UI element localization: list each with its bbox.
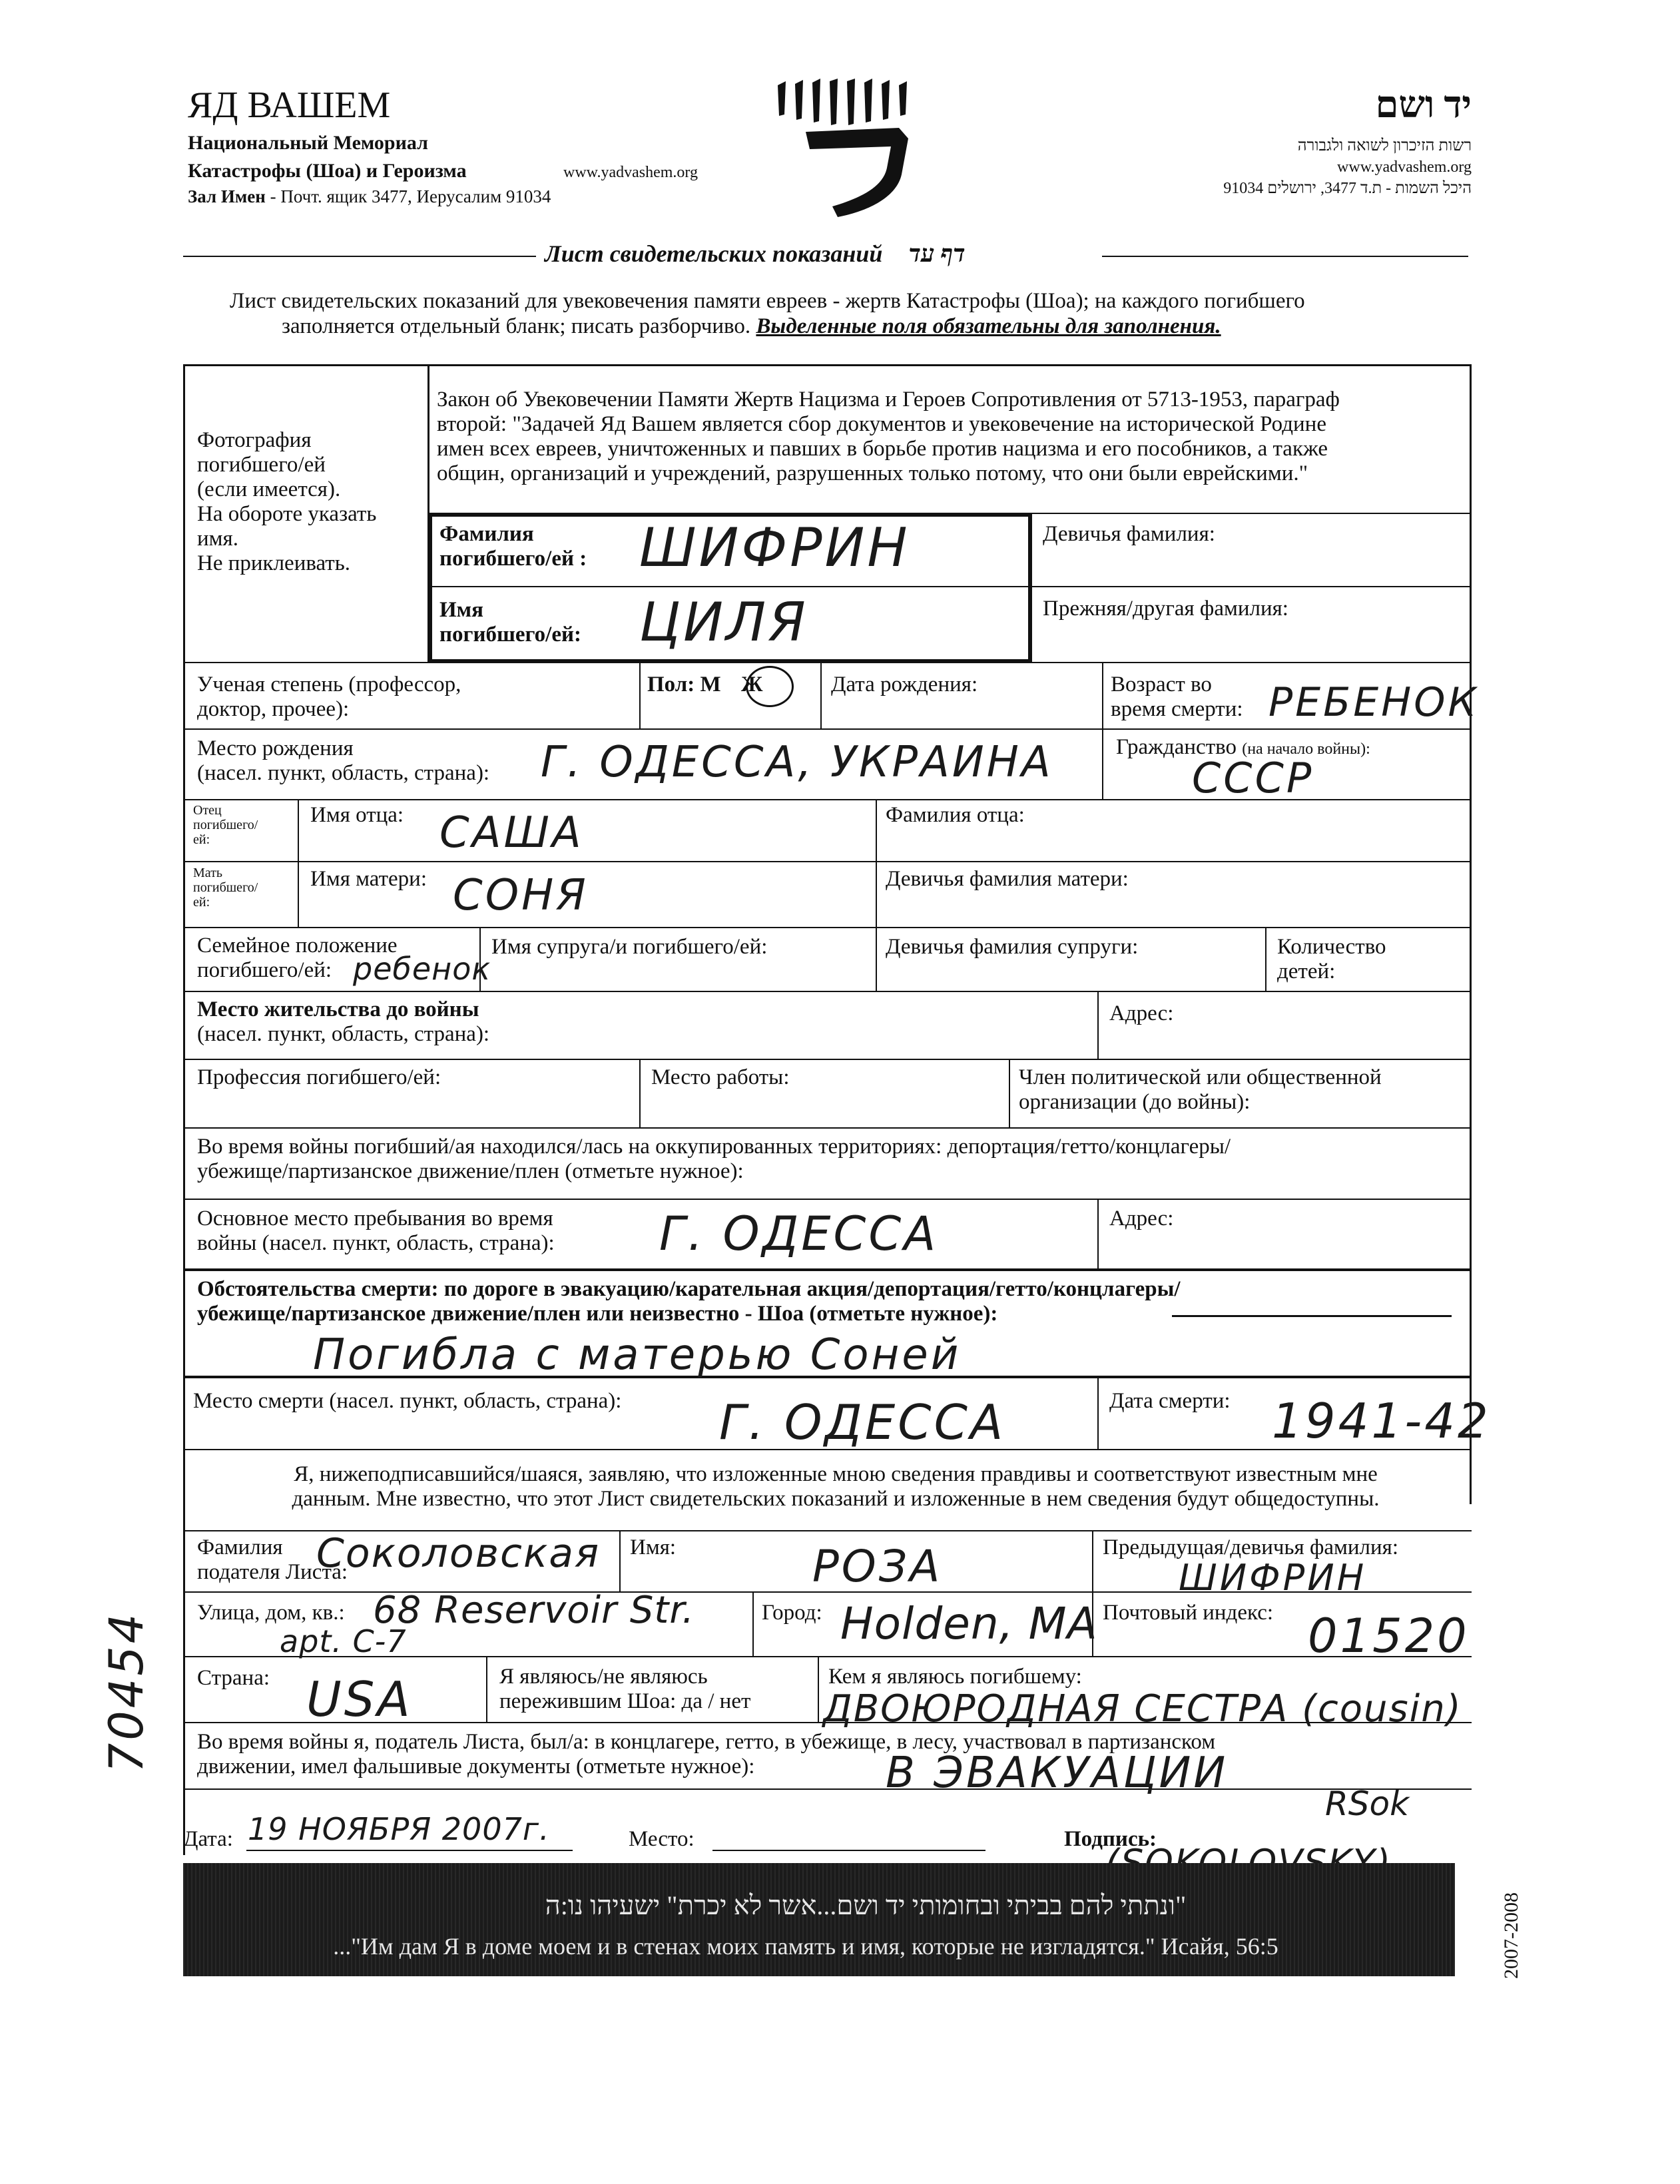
yad-vashem-logo <box>766 75 959 228</box>
sub-surname-label-2: подателя Листа: <box>197 1560 348 1584</box>
main-place-address-label: Адрес: <box>1109 1207 1174 1230</box>
main-place-value[interactable]: Г. ОДЕССА <box>659 1207 939 1261</box>
col-work-member <box>1009 1059 1010 1127</box>
profession-label: Профессия погибшего/ей: <box>197 1065 441 1089</box>
photo-line-4: На обороте указать <box>197 502 377 526</box>
degree-label <box>197 673 461 722</box>
declaration-line-1: Я, нижеподписавшийся/шаяся, заявляю, что изложенные мною сведения правдивы и соответствуют известным мне <box>294 1462 1378 1486</box>
sub-name-label: Имя: <box>630 1535 677 1559</box>
membership-label <box>1019 1065 1382 1115</box>
residence-label <box>197 997 489 1047</box>
age-value[interactable]: РЕБЕНОК <box>1268 679 1480 726</box>
children-label-1: Количество <box>1277 935 1386 959</box>
col-survivor-relation <box>818 1656 819 1722</box>
photo-line-5: имя. <box>197 527 238 551</box>
date-label: Дата: <box>183 1827 233 1851</box>
age-label-2: время смерти: <box>1111 697 1243 721</box>
hall-label: Зал Имен <box>188 186 266 206</box>
postal-label: Почтовый индекс: <box>1103 1601 1274 1625</box>
he-line-1: רשות הזיכרון לשואה ולגבורה <box>1297 137 1472 154</box>
city-value[interactable]: Holden, MA <box>840 1598 1098 1649</box>
war-status-label-1: Во время войны погибший/ая находился/лась на оккупированных территориях: депортация/гетто/концлагеры/ <box>197 1135 1231 1159</box>
intro-line-2 <box>282 314 1221 339</box>
form-title <box>545 240 966 268</box>
street-value-2[interactable]: apt. C-7 <box>280 1623 407 1659</box>
frame-right <box>1470 364 1472 1504</box>
survivor-label-2: пережившим Шоа: да / нет <box>499 1689 751 1713</box>
country-value[interactable]: USA <box>306 1671 413 1727</box>
main-place-label <box>197 1207 555 1256</box>
surname-box-left <box>429 514 432 662</box>
survivor-label <box>499 1665 750 1714</box>
marital-value[interactable]: ребенок <box>353 951 491 987</box>
first-name-label <box>439 598 581 647</box>
residence-label-1: Место жительства до войны <box>197 997 479 1021</box>
photo-box-text <box>197 428 376 576</box>
death-circ-label <box>197 1277 1181 1326</box>
frame-top <box>183 364 1472 366</box>
death-place-label: Место смерти (насел. пункт, область, страна): <box>193 1389 622 1413</box>
quote-he: "ונתתי להם בביתי ובחומותי יד ושם...אשר לא יכרת" ישעיהו נו:ה <box>545 1890 1187 1920</box>
children-label <box>1277 935 1386 984</box>
org-title-he: יד ושם <box>1375 85 1472 126</box>
birthplace-value[interactable]: Г. ОДЕССА, УКРАИНА <box>541 738 1053 787</box>
age-label <box>1111 673 1243 722</box>
death-circ-value[interactable]: Погибла с матерью Соней <box>313 1330 962 1380</box>
row-line-2 <box>183 728 1472 730</box>
degree-label-2: доктор, прочее): <box>197 697 350 721</box>
row-line-5 <box>183 927 1472 928</box>
title-rule-left <box>183 256 536 257</box>
sub-surname-value[interactable]: Соколовская <box>316 1530 601 1577</box>
form-title-he: דף עד <box>908 240 966 267</box>
surname-value[interactable]: ШИФРИН <box>639 517 910 579</box>
marital-label-1: Семейное положение <box>197 934 398 957</box>
photo-line-2: погибшего/ей <box>197 453 326 477</box>
sub-name-value[interactable]: РОЗА <box>812 1541 943 1592</box>
spouse-name-label: Имя супруга/и погибшего/ей: <box>491 935 768 959</box>
war-status-label-2: убежище/партизанское движение/плен (отметьте нужное): <box>197 1159 744 1183</box>
death-date-label: Дата смерти: <box>1109 1389 1231 1413</box>
main-place-label-2: войны (насел. пункт, область, страна): <box>197 1231 555 1255</box>
declaration-text <box>220 1462 1452 1511</box>
he-website: www.yadvashem.org <box>1337 158 1472 176</box>
row-line-8 <box>183 1127 1472 1129</box>
col-mainplace-address <box>1097 1199 1099 1268</box>
relation-value[interactable]: ДВОЮРОДНАЯ СЕСТРА (cousin) <box>823 1687 1462 1731</box>
war-sub-label-1: Во время войны я, податель Листа, был/а: в концлагере, гетто, в убежище, в лесу, участвовал в партизанском <box>197 1730 1216 1754</box>
signature-value[interactable]: RSok <box>1325 1784 1410 1823</box>
first-name-label-2: погибшего/ей: <box>439 623 582 647</box>
col-parent-side <box>298 799 299 927</box>
surname-box-right <box>1028 514 1031 662</box>
membership-label-1: Член политической или общественной <box>1019 1065 1382 1089</box>
form-title-ru: Лист свидетельских показаний <box>545 240 883 267</box>
website-ru: www.yadvashem.org <box>563 164 698 181</box>
death-circ-label-2: убежище/партизанское движение/плен или неизвестно - Шоа (отметьте нужное): <box>197 1302 998 1326</box>
street-label: Улица, дом, кв.: <box>197 1601 345 1625</box>
form-code: 2007-2008 <box>1500 1892 1522 1979</box>
col-parent-name <box>876 799 877 992</box>
residence-label-2: (насел. пункт, область, страна): <box>197 1022 490 1046</box>
surname-label <box>439 522 587 571</box>
marital-label-2: погибшего/ей: <box>197 958 332 982</box>
sex-label-f[interactable]: Ж <box>740 673 763 696</box>
death-date-value[interactable]: 1941-42 <box>1272 1393 1491 1449</box>
mother-side-3: ей: <box>193 895 210 910</box>
father-side-1: Отец <box>193 803 222 818</box>
margin-number: 70454 <box>99 1611 154 1773</box>
first-name-label-1: Имя <box>439 598 483 622</box>
father-side-label <box>193 803 258 847</box>
law-text <box>437 388 1340 486</box>
law-line-4: общин, организаций и учреждений, разрушенных только потому, что они были еврейскими." <box>437 461 1308 485</box>
org-title-ru: ЯД ВАШЕМ <box>188 85 391 126</box>
father-side-2: погибшего/ <box>193 818 258 832</box>
row-line-17 <box>183 1788 1472 1790</box>
death-place-value[interactable]: Г. ОДЕССА <box>719 1394 1006 1450</box>
circ-box-top <box>183 1268 1472 1271</box>
residence-address-label: Адрес: <box>1109 1001 1174 1025</box>
father-name-label: Имя отца: <box>310 803 404 827</box>
col-sex-birthdate <box>820 662 822 728</box>
death-circ-label-1: Обстоятельства смерти: по дороге в эвакуацию/карательная акция/депортация/гетто/концлагеры/ <box>197 1277 1181 1301</box>
relation-label: Кем я являюсь погибшему: <box>828 1665 1082 1689</box>
city-label: Город: <box>762 1601 822 1625</box>
war-sub-label-2: движении, имел фальшивые документы (отметьте нужное): <box>197 1755 755 1778</box>
row-line-7 <box>183 1059 1472 1060</box>
col-street-city <box>752 1591 754 1656</box>
col-spouse-children <box>1265 927 1266 991</box>
mother-maiden-label: Девичья фамилия матери: <box>886 867 1129 891</box>
citizenship-label-small: (на начало войны): <box>1242 740 1370 758</box>
mother-side-2: погибшего/ <box>193 880 258 895</box>
father-name-value[interactable]: САША <box>439 808 584 858</box>
maiden-name-label: Девичья фамилия: <box>1043 522 1215 546</box>
col-birthplace-citizenship <box>1102 730 1103 799</box>
hall-address <box>188 186 551 207</box>
photo-line-1: Фотография <box>197 428 312 452</box>
father-side-3: ей: <box>193 832 210 847</box>
quote-ru: ..."Им дам Я в доме моем и в стенах моих память и имя, которые не изгладятся." Исайя, 56:5 <box>333 1933 1278 1960</box>
sub-prev-value[interactable]: ШИФРИН <box>1179 1557 1367 1599</box>
street-value-1[interactable]: 68 Reservoir Str. <box>373 1589 695 1632</box>
org-line-1: Национальный Мемориал <box>188 132 428 154</box>
birthplace-label-1: Место рождения <box>197 736 354 760</box>
mother-side-label <box>193 866 258 910</box>
title-rule-right <box>1102 256 1468 257</box>
col-subname-prev <box>1092 1530 1093 1591</box>
birthplace-label <box>197 736 489 786</box>
photo-line-6: Не приклеивать. <box>197 551 351 575</box>
row-line-9 <box>183 1199 1472 1200</box>
law-line-3: имен всех евреев, уничтоженных и павших в борьбе против нацизма и его пособников, а также <box>437 437 1328 461</box>
war-status-label <box>197 1135 1231 1184</box>
surname-label-1: Фамилия <box>439 522 534 546</box>
children-label-2: детей: <box>1277 959 1336 983</box>
degree-label-1: Ученая степень (профессор, <box>197 673 461 696</box>
birthplace-label-2: (насел. пункт, область, страна): <box>197 761 490 785</box>
col-deathplace-date <box>1097 1377 1099 1449</box>
citizenship-label-main: Гражданство <box>1116 735 1237 759</box>
row-line-6 <box>183 991 1472 992</box>
intro-line-1: Лист свидетельских показаний для увековечения памяти евреев - жертв Катастрофы (Шоа); на каждого погибшего <box>230 289 1305 313</box>
death-circ-underline <box>1172 1315 1452 1317</box>
surname-label-2: погибшего/ей : <box>439 547 587 571</box>
workplace-label: Место работы: <box>651 1065 790 1089</box>
father-surname-label: Фамилия отца: <box>886 803 1025 827</box>
sub-prev-label: Предыдущая/девичья фамилия: <box>1103 1535 1399 1559</box>
citizenship-value[interactable]: СССР <box>1192 754 1314 802</box>
mother-name-value[interactable]: СОНЯ <box>453 871 589 920</box>
col-birthdate-age <box>1102 662 1103 728</box>
mother-side-1: Мать <box>193 866 223 880</box>
name-row-split <box>427 586 1472 587</box>
membership-label-2: организации (до войны): <box>1019 1090 1251 1114</box>
date-value[interactable]: 19 НОЯБРЯ 2007г. <box>248 1811 550 1847</box>
col-subsurname-name <box>619 1530 621 1591</box>
country-label: Страна: <box>197 1666 270 1690</box>
main-place-label-1: Основное место пребывания во время <box>197 1207 553 1230</box>
col-degree-sex <box>639 662 641 728</box>
col-residence-address <box>1097 991 1099 1059</box>
col-profession-work <box>639 1059 641 1127</box>
spouse-maiden-label: Девичья фамилия супруги: <box>886 935 1139 959</box>
law-line-1: Закон об Увековечении Памяти Жертв Нацизма и Героев Сопротивления от 5713-1953, параграф <box>437 388 1340 411</box>
sex-label-m: Пол: М <box>647 673 721 696</box>
war-sub-value[interactable]: В ЭВАКУАЦИИ <box>886 1749 1229 1798</box>
intro-line-2-emph: Выделенные поля обязательны для заполнения. <box>756 314 1221 338</box>
org-line-2: Катастрофы (Шоа) и Героизма <box>188 160 467 182</box>
intro-line-2-plain: заполняется отдельный бланк; писать разборчиво. <box>282 314 756 338</box>
law-line-2: второй: "Задачей Яд Вашем является сбор документов и увековечение на исторической Родине <box>437 412 1326 436</box>
first-name-value[interactable]: ЦИЛЯ <box>639 591 808 653</box>
hall-address-text: - Почт. ящик 3477, Иерусалим 91034 <box>265 186 551 206</box>
place-label: Место: <box>629 1827 695 1851</box>
sub-surname-label-1: Фамилия <box>197 1535 283 1559</box>
birth-date-label: Дата рождения: <box>831 673 978 696</box>
name-divider <box>1031 514 1032 662</box>
survivor-label-1: Я являюсь/не являюсь <box>499 1665 708 1689</box>
frame-left <box>183 364 185 1855</box>
mother-name-label: Имя матери: <box>310 867 427 891</box>
photo-line-3: (если имеется). <box>197 477 341 501</box>
sex-selected-circle <box>746 666 794 707</box>
declaration-line-2: данным. Мне известно, что этот Лист свидетельских показаний и изложенные в нем сведения будут общедоступны. <box>292 1487 1380 1511</box>
he-line-3: היכל השמות - ת.ד 3477, ירושלים 91034 <box>1223 180 1472 197</box>
other-surname-label: Прежняя/другая фамилия: <box>1043 597 1288 621</box>
row-line-1 <box>183 662 1472 663</box>
place-underline <box>712 1850 985 1851</box>
date-underline <box>246 1850 573 1851</box>
col-country-survivor <box>486 1656 487 1722</box>
row-line-4 <box>183 861 1472 862</box>
postal-value[interactable]: 01520 <box>1308 1609 1470 1663</box>
age-label-1: Возраст во <box>1111 673 1212 696</box>
signature-label: Подпись: <box>1064 1827 1157 1851</box>
